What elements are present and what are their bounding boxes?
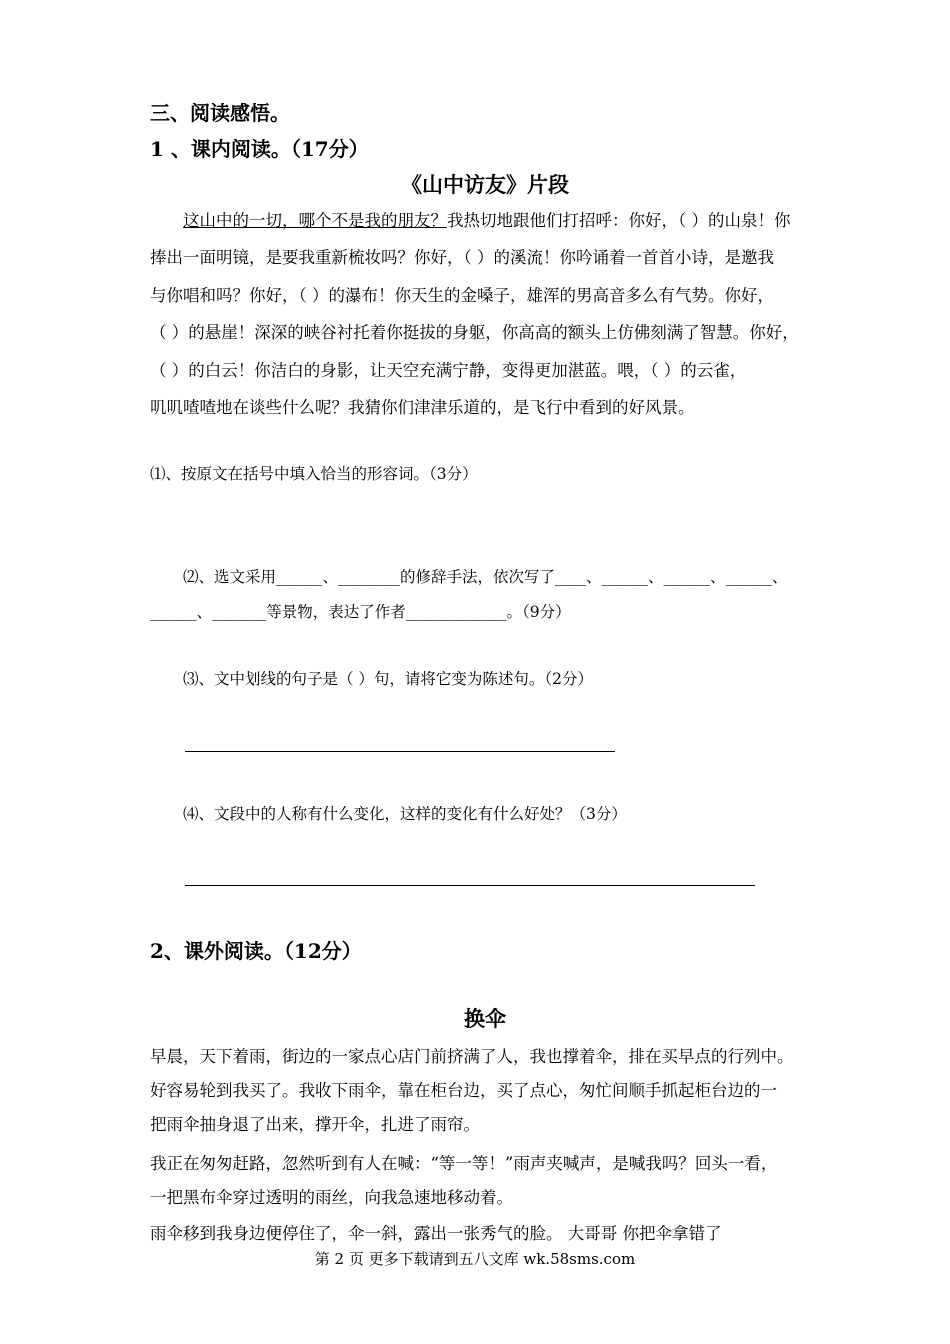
passage2-line-4: 我正在匆匆赶路，忽然听到有人在喊：“等一等！”雨声夹喊声，是喊我吗？回头一看，	[150, 1154, 778, 1173]
part2-heading: 2、课外阅读。（12分）	[150, 939, 362, 963]
passage1-line-3: 与你唱和吗？你好，（ ）的瀑布！你天生的金嗓子，雄浑的男高音多么有气势。你好，	[150, 286, 774, 305]
passage2-title: 换伞	[464, 1006, 506, 1031]
part1-heading: 1 、课内阅读。（17分）	[150, 137, 369, 161]
passage2-line-5: 一把黑布伞穿过透明的雨丝，向我急速地移动着。	[150, 1188, 513, 1207]
question-2-line-1: ⑵、选文采用______、________的修辞手法，依次写了____、______、______、______、	[183, 568, 788, 586]
question-4: ⑷、文段中的人称有什么变化，这样的变化有什么好处？（3分）	[183, 805, 627, 823]
page-footer: 第 2 页 更多下载请到五八文库 wk.58sms.com	[314, 1250, 636, 1268]
question-1: ⑴、按原文在括号中填入恰当的形容词。（3分）	[150, 465, 478, 483]
passage2-line-3: 把雨伞抽身退了出来，撑开伞，扎进了雨帘。	[150, 1115, 480, 1134]
answer-line-q4[interactable]	[185, 885, 755, 886]
question-3: ⑶、文中划线的句子是（ ）句，请将它变为陈述句。（2分）	[183, 670, 594, 688]
passage1-line-5: （ ）的白云！你洁白的身影，让天空充满宁静，变得更加湛蓝。喂，（ ）的云雀，	[150, 361, 747, 380]
passage1-title: 《山中访友》片段	[401, 172, 569, 197]
passage2-line-1: 早晨，天下着雨，街边的一家点心店门前挤满了人，我也撑着伞，排在买早点的行列中。	[150, 1047, 794, 1066]
underlined-sentence: 这山中的一切，哪个不是我的朋友？	[183, 211, 447, 230]
passage1-line-6: 叽叽喳喳地在谈些什么呢？我猜你们津津乐道的，是飞行中看到的好风景。	[150, 398, 695, 417]
passage2-line-6: 雨伞移到我身边便停住了，伞一斜，露出一张秀气的脸。 大哥哥 你把伞拿错了	[150, 1224, 722, 1243]
question-2-line-2: ______、_______等景物，表达了作者_____________。（9分）	[150, 603, 571, 621]
section-heading: 三、阅读感悟。	[150, 101, 290, 125]
passage1-line-4: （ ）的悬崖！深深的峡谷衬托着你挺拔的身躯，你高高的额头上仿佛刻满了智慧。你好，	[150, 323, 799, 342]
passage2-line-2: 好容易轮到我买了。我收下雨伞，靠在柜台边，买了点心，匆忙间顺手抓起柜台边的一	[150, 1081, 777, 1100]
passage1-line-1: 这山中的一切，哪个不是我的朋友？我热切地跟他们打招呼：你好，（ ）的山泉！你	[183, 211, 791, 230]
answer-line-q3[interactable]	[185, 751, 615, 752]
passage1-line-2: 捧出一面明镜，是要我重新梳妆吗？你好，（ ）的溪流！你吟诵着一首首小诗，是邀我	[150, 248, 774, 267]
